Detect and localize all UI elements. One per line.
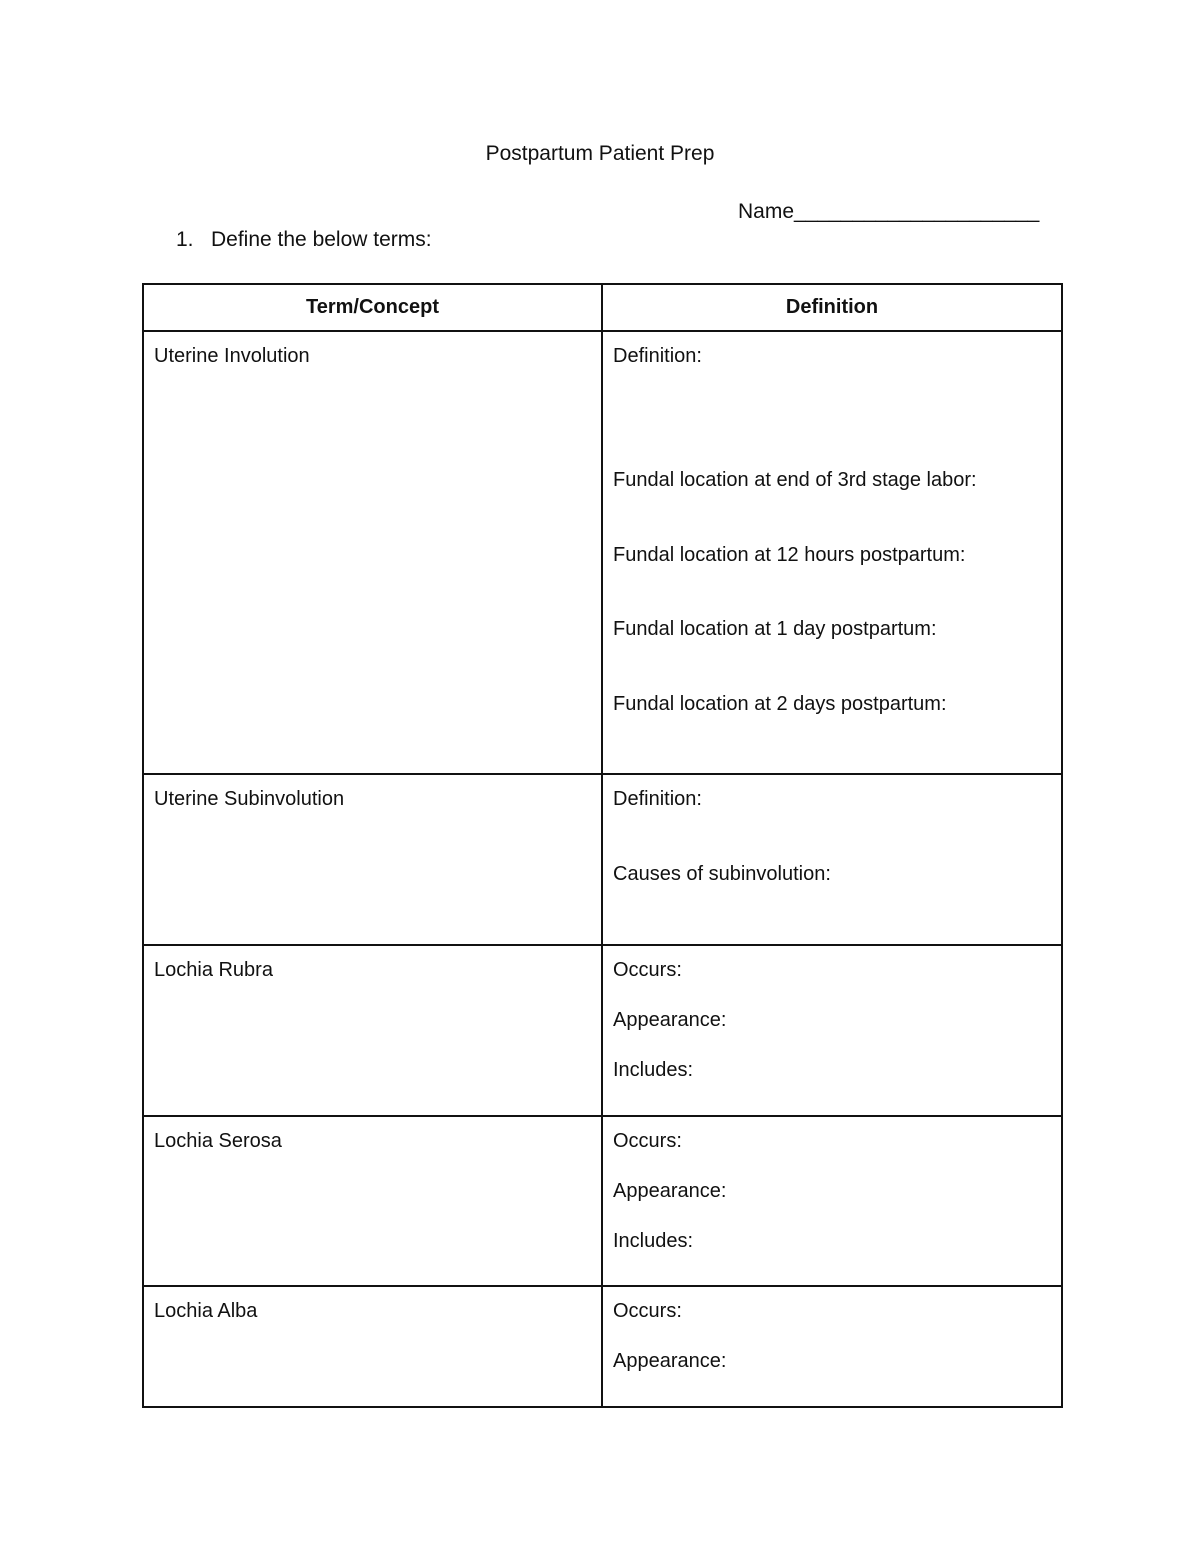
definition-cell[interactable] xyxy=(602,331,1062,774)
definition-line: Includes: xyxy=(613,1230,694,1252)
term-cell xyxy=(143,331,602,774)
instruction-number: 1. xyxy=(176,228,194,251)
term-label: Uterine Subinvolution xyxy=(154,788,345,810)
term-label: Uterine Involution xyxy=(154,345,310,367)
definition-line: Occurs: xyxy=(613,1300,682,1322)
definition-line: Appearance: xyxy=(613,1350,727,1372)
definition-line: Fundal location at end of 3rd stage labor: xyxy=(613,469,977,491)
definition-cell[interactable] xyxy=(602,1116,1062,1286)
name-field[interactable] xyxy=(738,199,1039,225)
definition-line: Fundal location at 1 day postpartum: xyxy=(613,618,937,640)
definition-line: Definition: xyxy=(613,788,702,810)
definition-line: Appearance: xyxy=(613,1009,727,1031)
table-row xyxy=(143,331,1062,774)
table-row xyxy=(143,1286,1062,1407)
definition-line: Includes: xyxy=(613,1059,694,1081)
definition-line: Occurs: xyxy=(613,1130,682,1152)
definition-line: Fundal location at 2 days postpartum: xyxy=(613,693,947,715)
term-cell xyxy=(143,945,602,1116)
terms-table xyxy=(142,283,1063,1408)
instruction xyxy=(176,227,432,253)
definition-line: Occurs: xyxy=(613,959,682,981)
term-cell xyxy=(143,774,602,945)
term-label: Lochia Rubra xyxy=(154,959,273,981)
definition-cell[interactable] xyxy=(602,774,1062,945)
page-title: Postpartum Patient Prep xyxy=(485,142,715,165)
term-cell xyxy=(143,1116,602,1286)
definition-line: Causes of subinvolution: xyxy=(613,863,831,885)
term-cell xyxy=(143,1286,602,1407)
definition-cell[interactable] xyxy=(602,945,1062,1116)
instruction-text: Define the below terms: xyxy=(211,228,432,251)
header-term: Term/Concept xyxy=(143,284,602,331)
name-label: Name xyxy=(738,200,795,223)
name-blank: _____________________ xyxy=(794,200,1040,223)
table-row xyxy=(143,945,1062,1116)
term-label: Lochia Serosa xyxy=(154,1130,282,1152)
definition-cell[interactable] xyxy=(602,1286,1062,1407)
definition-line: Fundal location at 12 hours postpartum: xyxy=(613,544,966,566)
definition-line: Definition: xyxy=(613,345,702,367)
table-header-row xyxy=(143,284,1062,331)
table-row xyxy=(143,774,1062,945)
header-definition: Definition xyxy=(602,284,1062,331)
term-label: Lochia Alba xyxy=(154,1300,258,1322)
table-row xyxy=(143,1116,1062,1286)
definition-line: Appearance: xyxy=(613,1180,727,1202)
